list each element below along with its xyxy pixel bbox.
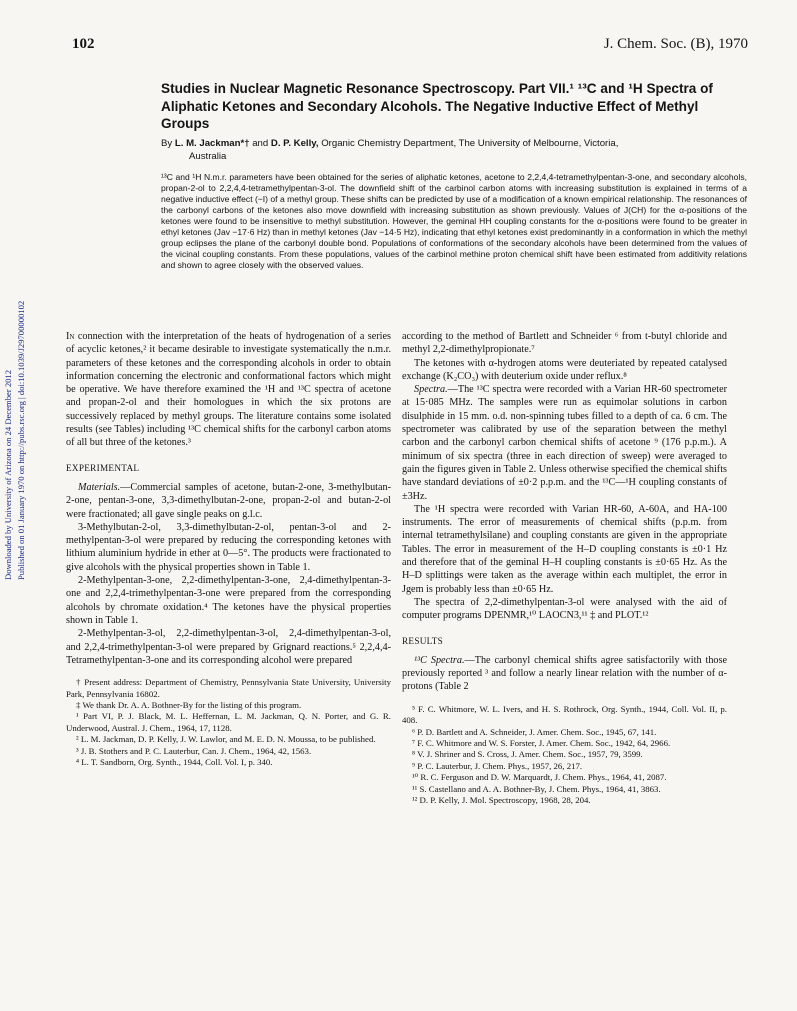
footnote: ⁷ F. C. Whitmore and W. S. Forster, J. Amer. Chem. Soc., 1942, 64, 2966. xyxy=(412,737,671,748)
abstract: ¹³C and ¹H N.m.r. parameters have been obtained for the series of aliphatic ketones, acetone to 2,2,4,4-tetramethylpentan-3-one, and secondary alcohols, propan-2-ol to 2,2,4,4-tetramethylpentan-3-ol. The downfield shift of the carbinol carbon atoms with increasing substitution is explained in terms of a negative inductive effect (−I) of a methyl group. These shifts can be predicted by use of a modification of a known empirical relationship. The resonances of the carbonyl carbons of the ketones also move downfield with increasing substitution as shown previously. Values of J(CH) for the α-positions of the ketones were found to be insensitive to methyl substitution. However, the geminal HH coupling constants for the α-positions were found to be greater in ethyl ketones (Jav −17·6 Hz) than in methyl ketones (Jav −14·5 Hz), indicating that ethyl ketones exist predominantly in a conformation in which the methyl group eclipses the plane of the carbonyl double bond. Populations of conformations of the secondary alcohols have been determined from the values of the vicinal coupling constants. From these populations, values of the carbinol methine proton chemical shift have been estimated from additivity relations and shown to agree closely with the observed values. xyxy=(161,172,747,270)
download-watermark xyxy=(2,240,32,580)
footnote: ³ J. B. Stothers and P. C. Lauterbur, Can. J. Chem., 1964, 42, 1563. xyxy=(76,745,312,756)
intro-paragraph xyxy=(66,330,391,450)
footnote: ⁶ P. D. Bartlett and A. Schneider, J. Amer. Chem. Soc., 1945, 67, 141. xyxy=(412,726,657,737)
left-column xyxy=(66,330,391,768)
affiliation-country: Australia xyxy=(189,150,227,162)
right-column xyxy=(402,330,727,806)
results-label: ¹³C Spectra. xyxy=(414,654,465,666)
author-name: D. P. Kelly, xyxy=(270,138,319,149)
footnote: ⁵ F. C. Whitmore, W. L. Ivers, and H. S. Rothrock, Org. Synth., 1944, Coll. Vol. II, p. 408. xyxy=(402,703,727,726)
by-label: By xyxy=(161,138,173,149)
spectra-paragraph xyxy=(402,383,727,503)
intro-text: connection with the interpretation of the heats of hydrogenation of a series of acyclic ketones,² it became desirable to investigate systematically the n.m.r. parameters of these ketones and the corresponding alcohols in order to obtain information concerning the electronic and conformational factors which might be operative. We have therefore examined the ¹H and ¹³C spectra of acetone and propan-2-ol and their homologues in which the six protons are successively replaced by methyl groups. The literature contains some isolated results (see Tables) including ¹³C chemical shifts for the carbonyl carbon atoms of all but three of the ketones.³ xyxy=(66,331,391,449)
footnote: ² L. M. Jackman, D. P. Kelly, J. W. Lawlor, and M. E. D. N. Moussa, to be published. xyxy=(76,734,376,745)
journal-citation: J. Chem. Soc. (B), 1970 xyxy=(603,36,748,52)
footnotes-right xyxy=(402,704,727,807)
body-paragraph: 2-Methylpentan-3-ol, 2,2-dimethylpentan-3-ol, 2,4-dimethylpentan-3-ol, and 2,2,4-trimethylpentan-3-ol were prepared by Grignard reactions.⁵ 2,2,4,4-Tetramethylpentan-3-one and its corresponding alcohol were prepared xyxy=(66,628,391,666)
body-paragraph: The spectra of 2,2-dimethylpentan-3-ol were analysed with the aid of computer programs DPENMR,¹⁰ LAOCN3,¹¹ ‡ and PLOT.¹² xyxy=(402,596,727,622)
page-number: 102 xyxy=(72,36,95,52)
body-paragraph: 2-Methylpentan-3-one, 2,2-dimethylpentan-3-one, 2,4-dimethylpentan-3-one and 2,2,4-trimethylpentan-3-one were prepared from the corresponding alcohols by chromate oxidation.⁴ The ketones have the physical properties shown in Table 1. xyxy=(66,575,391,626)
body-paragraph: according to the method of Bartlett and Schneider ⁶ from t-butyl chloride and methyl 2,2-dimethylpropionate.⁷ xyxy=(402,331,727,356)
footnote: ⁹ P. C. Lauterbur, J. Chem. Phys., 1957, 26, 217. xyxy=(412,760,583,771)
materials-label: Materials. xyxy=(78,481,121,493)
footnotes-left xyxy=(66,677,391,768)
spectra-label: Spectra. xyxy=(414,384,448,396)
footnote: ⁴ L. T. Sandborn, Org. Synth., 1944, Coll. Vol. I, p. 340. xyxy=(76,756,273,767)
footnote: ¹² D. P. Kelly, J. Mol. Spectroscopy, 1968, 28, 204. xyxy=(412,794,591,805)
footnote: ¹¹ S. Castellano and A. A. Bothner-By, J. Chem. Phys., 1964, 41, 3863. xyxy=(412,783,661,794)
author-line xyxy=(161,138,747,163)
footnote: ‡ We thank Dr. A. A. Bothner-By for the listing of this program. xyxy=(76,699,302,710)
section-heading-experimental: EXPERIMENTAL xyxy=(66,462,140,473)
affiliation: Organic Chemistry Department, The University of Melbourne, Victoria, xyxy=(321,138,619,149)
body-paragraph: The ketones with α-hydrogen atoms were deuteriated by repeated catalysed exchange (K₂CO₃) with deuterium oxide under reflux.⁸ xyxy=(402,357,727,382)
footnote: ¹⁰ R. C. Ferguson and D. W. Marquardt, J. Chem. Phys., 1964, 41, 2087. xyxy=(412,772,667,783)
results-text: —The carbonyl chemical shifts agree satisfactorily with those previously reported ³ and follow a nearly linear relation with the number of α-protons (Table 2 xyxy=(402,654,727,693)
footnote: ⁸ V. J. Shriner and S. Cross, J. Amer. Chem. Soc., 1957, 79, 3599. xyxy=(412,749,643,760)
body-paragraph: The ¹H spectra were recorded with Varian HR-60, A-60A, and HA-100 instruments. The error of measurements of chemical shifts (p.p.m. from internal tetramethylsilane) and coupling constants are given in the appropriate Tables. The error in measurement of the H–D coupling constants is ±0·1 Hz and therefore that of the geminal H–H coupling constants is ±0·65 Hz. As the H–D splittings were taken as the average within each multiplet, the error in Jgem is probably less than ±0·65 Hz. xyxy=(402,503,727,595)
section-heading-results: RESULTS xyxy=(402,635,444,646)
footnote: ¹ Part VI, P. J. Black, M. L. Heffernan, L. M. Jackman, Q. N. Porter, and G. R. Underwood, Austral. J. Chem., 1964, 17, 1128. xyxy=(66,711,391,733)
materials-paragraph xyxy=(66,481,391,521)
paper-title: Studies in Nuclear Magnetic Resonance Spectroscopy. Part VII.¹ ¹³C and ¹H Spectra of Aliphatic Ketones and Secondary Alcohols. The Negative Inductive Effect of Methyl Groups xyxy=(161,81,713,131)
results-paragraph xyxy=(402,654,727,694)
intro-lead: In xyxy=(66,331,75,342)
author-marks: *† xyxy=(240,138,250,149)
footnote: † Present address: Department of Chemistry, Pennsylvania State University, University Park, Pennsylvania 16802. xyxy=(66,677,391,699)
body-paragraph: 3-Methylbutan-2-ol, 3,3-dimethylbutan-2-ol, pentan-3-ol and 2-methylpentan-3-ol were prepared by reducing the corresponding ketones with lithium aluminium hydride in ether at 0—5°. The products were fractionated to give alcohols with the physical properties shown in Table 1. xyxy=(66,521,391,573)
watermark-line-download: Downloaded by University of Arizona on 24 December 2012 xyxy=(3,369,13,580)
and-label: and xyxy=(252,138,269,149)
spectra-text: —The ¹³C spectra were recorded with a Varian HR-60 spectrometer at 15·085 MHz. The samples were run as equimolar solutions in carbon disulphide in 15 mm. o.d. non-spinning tubes filled to a depth of ca. 6 cm. The spectrometer was calibrated by use of the separation between the methyl carbon and the carbonyl carbon chemical shifts of acetone ⁹ (176 p.p.m.). A minimum of six spectra (three in each direction of sweep) were averaged to gain the figures given in Table 2. Unless otherwise specified the chemical shifts have standard deviations of ±0·2 p.p.m. and the ¹³C—¹H coupling constants of ±3Hz. xyxy=(402,384,727,502)
materials-text: —Commercial samples of acetone, butan-2-one, 3-methylbutan-2-one, pentan-3-one, 3,3-dimethylbutan-2-one, propan-2-ol and butan-2-ol were fractionated; all gave single peaks on g.l.c. xyxy=(66,481,391,520)
author-name: L. M. Jackman xyxy=(174,138,241,149)
watermark-line-published: Published on 01 January 1970 on http://pubs.rsc.org | doi:10.1039/J29700000102 xyxy=(16,300,26,580)
